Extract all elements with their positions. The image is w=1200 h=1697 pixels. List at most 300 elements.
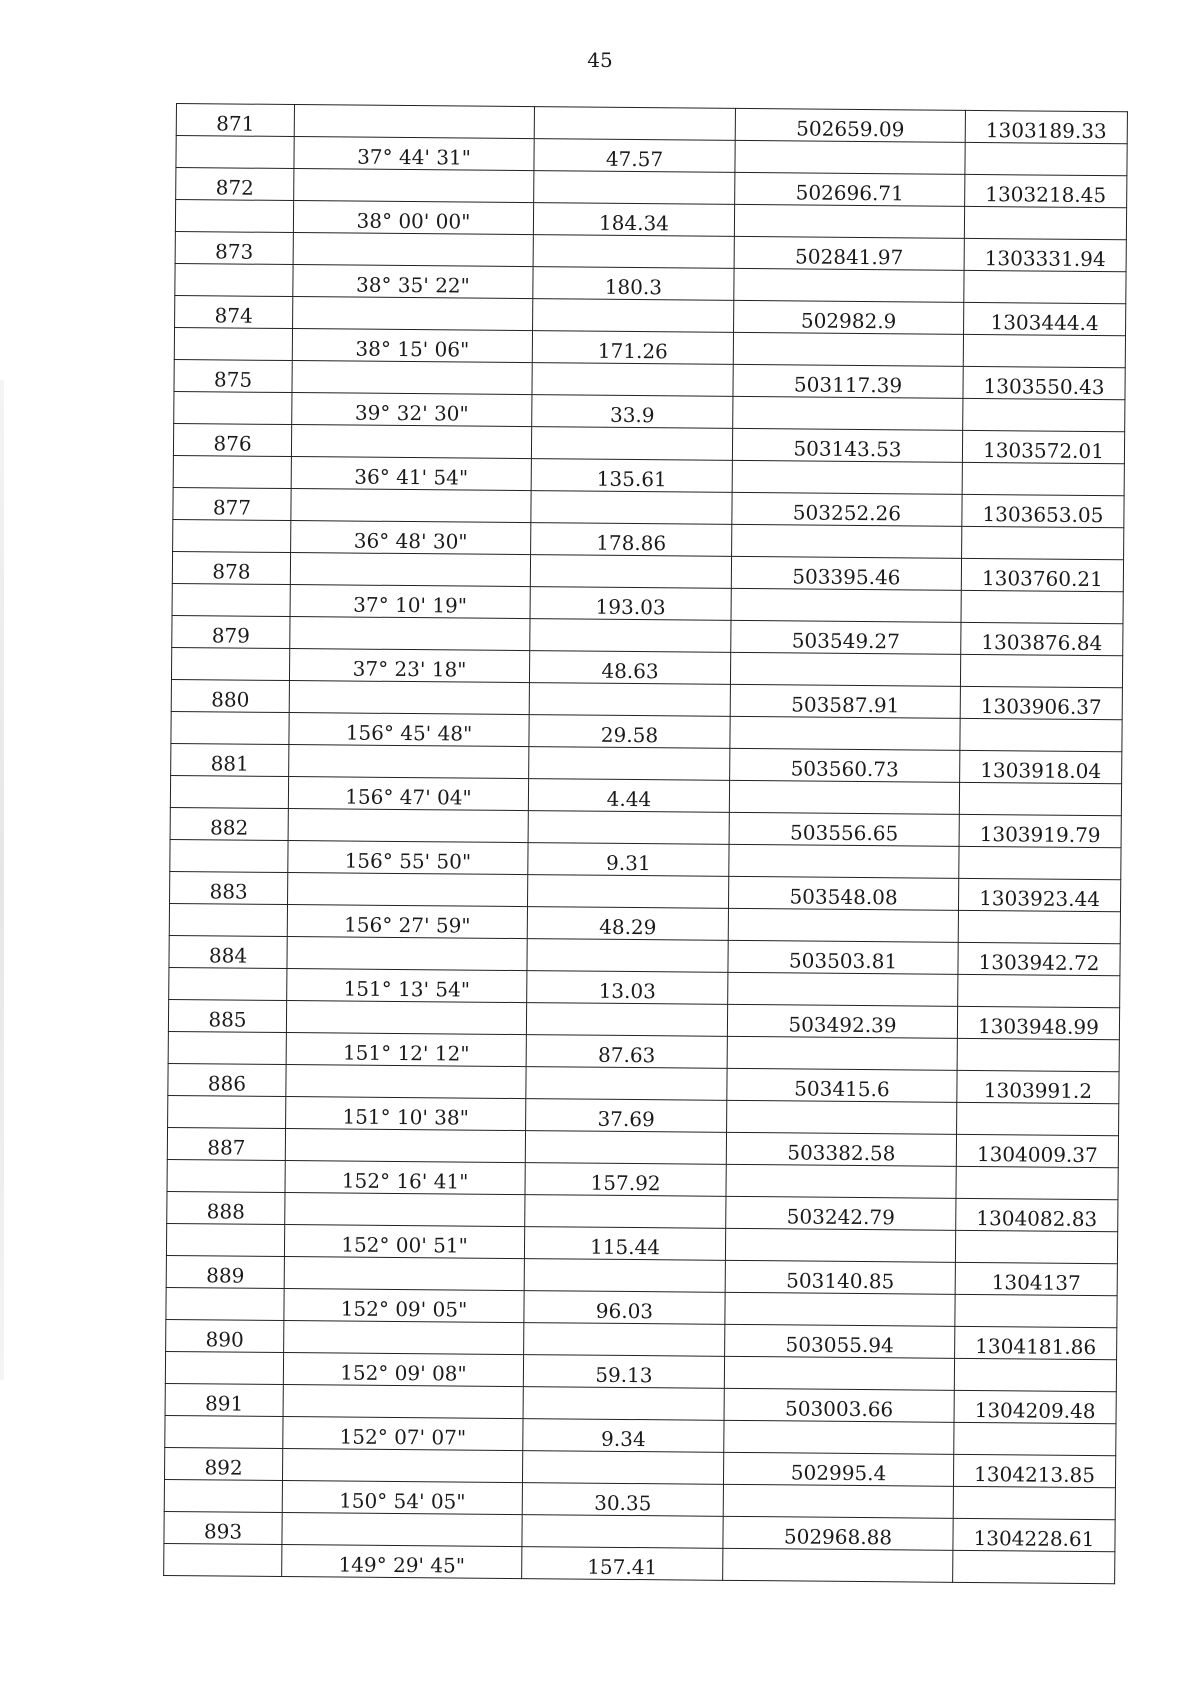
x-coordinate-cell-text: 503117.39 [793, 372, 903, 398]
empty-cell [168, 1031, 286, 1064]
x-coordinate-cell [725, 1260, 955, 1294]
y-coordinate-cell [956, 1198, 1118, 1231]
empty-cell [725, 1228, 955, 1262]
y-coordinate-cell [961, 558, 1123, 591]
empty-cell [282, 1512, 522, 1546]
x-coordinate-cell-text: 502696.71 [795, 180, 904, 206]
empty-cell [730, 652, 960, 686]
distance-cell [532, 331, 733, 365]
y-coordinate-cell [962, 494, 1124, 527]
point-id-cell [174, 359, 292, 392]
empty-cell [733, 396, 963, 430]
empty-cell [292, 361, 532, 395]
x-coordinate-cell-text: 503587.91 [791, 692, 900, 718]
empty-cell [730, 716, 960, 750]
bearing-cell-text: 36° 48' 30" [353, 528, 468, 554]
y-coordinate-cell-text: 1303444.4 [990, 310, 1099, 336]
empty-cell [727, 1036, 957, 1070]
empty-cell [285, 1192, 525, 1226]
bearing-cell [289, 713, 529, 747]
empty-cell [728, 972, 958, 1006]
y-coordinate-cell [954, 1390, 1116, 1423]
empty-cell [957, 1038, 1119, 1071]
distance-cell-text: 157.92 [590, 1170, 661, 1196]
y-coordinate-cell-text: 1304181.86 [975, 1334, 1097, 1360]
bearing-cell-text: 151° 12' 12" [342, 1040, 470, 1066]
x-coordinate-cell [727, 1004, 957, 1038]
point-id-cell [175, 231, 293, 264]
x-coordinate-cell-text: 503055.94 [785, 1332, 894, 1358]
bearing-cell [289, 649, 529, 683]
empty-cell [528, 875, 729, 909]
empty-cell [170, 839, 288, 872]
empty-cell [289, 681, 529, 715]
bearing-cell-text: 37° 23' 18" [352, 656, 467, 682]
y-coordinate-cell-text: 1303189.33 [985, 118, 1107, 144]
distance-cell [526, 1099, 727, 1133]
x-coordinate-cell [728, 876, 958, 910]
point-id-cell [168, 999, 286, 1032]
empty-cell [953, 1550, 1115, 1583]
distance-cell-text: 96.03 [595, 1298, 654, 1324]
y-coordinate-cell-text: 1303923.44 [979, 886, 1101, 912]
bearing-cell [293, 201, 533, 235]
empty-cell [531, 491, 732, 525]
distance-cell-text: 178.86 [596, 530, 667, 556]
point-id-cell [175, 295, 293, 328]
empty-cell [964, 206, 1126, 239]
page-number: 45 [587, 48, 613, 72]
distance-cell-text: 115.44 [589, 1234, 661, 1260]
x-coordinate-cell [729, 812, 959, 846]
point-id-cell-text: 875 [213, 367, 253, 392]
y-coordinate-cell [962, 430, 1124, 463]
distance-cell [526, 1035, 727, 1069]
distance-cell-text: 33.9 [609, 402, 655, 428]
distance-cell [527, 907, 728, 941]
distance-cell [532, 395, 733, 429]
survey-table-container [163, 103, 1127, 1584]
distance-cell [528, 779, 729, 813]
point-id-cell [164, 1511, 282, 1544]
survey-table-body [164, 104, 1128, 1584]
bearing-cell [288, 777, 528, 811]
point-id-cell-text: 885 [208, 1007, 247, 1032]
empty-cell [291, 489, 531, 523]
y-coordinate-cell [965, 174, 1127, 207]
bearing-cell [291, 521, 531, 555]
empty-cell [288, 809, 528, 843]
distance-cell-text: 184.34 [598, 210, 670, 236]
x-coordinate-cell-text: 502841.97 [795, 244, 904, 270]
y-coordinate-cell [959, 814, 1121, 847]
point-id-cell-text: 886 [207, 1071, 247, 1096]
empty-cell [528, 811, 729, 845]
y-coordinate-cell [958, 942, 1120, 975]
bearing-cell-text: 38° 00' 00" [356, 208, 471, 234]
y-coordinate-cell-text: 1303919.79 [979, 822, 1101, 848]
point-id-cell [170, 871, 288, 904]
point-id-cell [171, 743, 289, 776]
bearing-cell [292, 329, 532, 363]
point-id-cell-text: 871 [216, 111, 255, 136]
empty-cell [165, 1351, 283, 1384]
distance-cell-text: 37.69 [597, 1106, 655, 1132]
distance-cell-text: 48.63 [601, 658, 659, 684]
empty-cell [958, 974, 1120, 1007]
point-id-cell-text: 890 [205, 1327, 244, 1352]
y-coordinate-cell-text: 1303653.05 [982, 502, 1104, 528]
point-id-cell [166, 1319, 284, 1352]
y-coordinate-cell-text: 1303760.21 [981, 566, 1103, 592]
bearing-cell [284, 1224, 524, 1258]
x-coordinate-cell-text: 503003.66 [784, 1396, 894, 1422]
y-coordinate-cell [958, 878, 1120, 911]
point-id-cell [176, 104, 294, 137]
point-id-cell [165, 1383, 283, 1416]
empty-cell [723, 1484, 953, 1518]
empty-cell [168, 1095, 286, 1128]
empty-cell [732, 460, 962, 494]
bearing-cell [292, 393, 532, 427]
point-id-cell-text: 873 [215, 239, 254, 264]
x-coordinate-cell [723, 1516, 953, 1550]
distance-cell-text: 30.35 [594, 1490, 652, 1516]
distance-cell-text: 47.57 [605, 146, 664, 172]
empty-cell [170, 775, 288, 808]
distance-cell-text: 87.63 [597, 1042, 656, 1068]
empty-cell [285, 1128, 525, 1162]
bearing-cell [282, 1480, 522, 1514]
empty-cell [525, 1131, 726, 1165]
distance-cell [524, 1291, 725, 1325]
y-coordinate-cell [955, 1262, 1117, 1295]
x-coordinate-cell-text: 503382.58 [787, 1140, 896, 1166]
bearing-cell [287, 905, 527, 939]
y-coordinate-cell-text: 1303331.94 [984, 246, 1106, 272]
x-coordinate-cell [727, 1068, 957, 1102]
bearing-cell-text: 36° 41' 54" [354, 464, 469, 490]
empty-cell [173, 519, 291, 552]
empty-cell [959, 846, 1121, 879]
empty-cell [293, 233, 533, 267]
empty-cell [959, 782, 1121, 815]
empty-cell [728, 908, 958, 942]
empty-cell [524, 1259, 725, 1293]
distance-cell-text: 193.03 [595, 594, 666, 620]
x-coordinate-cell-text: 503415.6 [794, 1076, 890, 1102]
distance-cell [528, 843, 729, 877]
bearing-cell [286, 1032, 526, 1066]
x-coordinate-cell-text: 502968.88 [783, 1524, 893, 1550]
x-coordinate-cell [734, 300, 964, 334]
empty-cell [284, 1256, 524, 1290]
point-id-cell [173, 423, 291, 456]
x-coordinate-cell-text: 503503.81 [788, 948, 898, 974]
empty-cell [174, 327, 292, 360]
survey-coordinates-table [163, 103, 1128, 1584]
empty-cell [729, 780, 959, 814]
empty-cell [290, 553, 530, 587]
empty-cell [293, 297, 533, 331]
y-coordinate-cell [965, 110, 1127, 143]
empty-cell [173, 455, 291, 488]
empty-cell [294, 169, 534, 203]
y-coordinate-cell [960, 750, 1122, 783]
point-id-cell-text: 883 [209, 879, 248, 904]
empty-cell [525, 1195, 726, 1229]
x-coordinate-cell [730, 684, 960, 718]
y-coordinate-cell [957, 1070, 1119, 1103]
empty-cell [735, 140, 965, 174]
x-coordinate-cell [732, 428, 962, 462]
x-coordinate-cell [734, 236, 964, 270]
x-coordinate-cell [735, 108, 965, 142]
empty-cell [534, 171, 735, 205]
bearing-cell-text: 151° 13' 54" [343, 976, 471, 1002]
y-coordinate-cell [953, 1454, 1115, 1487]
x-coordinate-cell [732, 492, 962, 526]
x-coordinate-cell [726, 1132, 956, 1166]
distance-cell [522, 1547, 723, 1581]
bearing-cell [283, 1352, 523, 1386]
distance-cell-text: 9.31 [606, 850, 651, 876]
bearing-cell [284, 1288, 524, 1322]
empty-cell [732, 524, 962, 558]
empty-cell [176, 136, 294, 169]
empty-cell [174, 391, 292, 424]
empty-cell [965, 142, 1127, 175]
x-coordinate-cell [731, 620, 961, 654]
bearing-cell-text: 156° 45' 48" [345, 720, 473, 746]
empty-cell [957, 1102, 1119, 1135]
x-coordinate-cell [730, 748, 960, 782]
bearing-cell-text: 156° 27' 59" [343, 912, 471, 938]
bearing-cell [291, 457, 531, 491]
point-id-cell-text: 872 [215, 175, 254, 200]
empty-cell [529, 747, 730, 781]
empty-cell [172, 583, 290, 616]
point-id-cell [167, 1191, 285, 1224]
x-coordinate-cell [731, 556, 961, 590]
bearing-cell-text: 150° 54' 05" [338, 1488, 466, 1514]
bearing-cell [294, 137, 534, 171]
y-coordinate-cell [955, 1326, 1117, 1359]
empty-cell [534, 107, 735, 141]
bearing-cell [282, 1544, 522, 1578]
empty-cell [175, 263, 293, 296]
empty-cell [963, 398, 1125, 431]
distance-cell-text: 48.29 [599, 914, 657, 940]
y-coordinate-cell-text: 1303876.84 [981, 630, 1103, 656]
y-coordinate-cell-text: 1303218.45 [985, 182, 1107, 208]
bearing-cell-text: 152° 09' 08" [340, 1360, 467, 1386]
x-coordinate-cell-text: 503556.65 [789, 820, 899, 846]
empty-cell [171, 647, 289, 680]
distance-cell-text: 9.34 [600, 1426, 646, 1452]
point-id-cell-text: 887 [207, 1135, 246, 1160]
y-coordinate-cell [964, 302, 1126, 335]
y-coordinate-cell-text: 1303918.04 [980, 758, 1102, 784]
point-id-cell-text: 882 [209, 815, 249, 840]
y-coordinate-cell [961, 622, 1123, 655]
empty-cell [527, 939, 728, 973]
empty-cell [533, 299, 734, 333]
y-coordinate-cell [964, 238, 1126, 271]
distance-cell [523, 1419, 724, 1453]
empty-cell [167, 1159, 285, 1192]
point-id-cell [173, 487, 291, 520]
empty-cell [166, 1287, 284, 1320]
bearing-cell-text: 39° 32' 30" [354, 400, 469, 426]
bearing-cell-text: 149° 29' 45" [338, 1552, 466, 1578]
empty-cell [530, 555, 731, 589]
empty-cell [723, 1548, 953, 1582]
x-coordinate-cell [726, 1196, 956, 1230]
point-id-cell [167, 1127, 285, 1160]
empty-cell [289, 745, 529, 779]
empty-cell [282, 1448, 522, 1482]
empty-cell [724, 1420, 954, 1454]
point-id-cell-text: 888 [206, 1199, 246, 1224]
y-coordinate-cell-text: 1304213.85 [974, 1462, 1096, 1488]
empty-cell [526, 1067, 727, 1101]
scan-edge-shadow [0, 380, 4, 1380]
point-id-cell-text: 879 [211, 623, 251, 648]
x-coordinate-cell-text: 503560.73 [790, 756, 899, 782]
bearing-cell-text: 37° 44' 31" [357, 144, 472, 170]
bearing-cell [288, 841, 528, 875]
empty-cell [963, 334, 1125, 367]
bearing-cell [290, 585, 530, 619]
point-id-cell-text: 877 [212, 495, 252, 520]
x-coordinate-cell-text: 503143.53 [793, 436, 902, 462]
y-coordinate-cell [956, 1134, 1118, 1167]
y-coordinate-cell-text: 1304228.61 [973, 1526, 1095, 1552]
distance-cell-text: 13.03 [598, 978, 656, 1004]
empty-cell [294, 105, 534, 139]
empty-cell [961, 590, 1123, 623]
point-id-cell-text: 881 [210, 751, 249, 776]
distance-cell-text: 29.58 [600, 722, 659, 748]
empty-cell [726, 1164, 956, 1198]
empty-cell [960, 654, 1122, 687]
empty-cell [727, 1100, 957, 1134]
point-id-cell-text: 880 [211, 687, 250, 712]
bearing-cell-text: 38° 35' 22" [355, 272, 470, 298]
empty-cell [530, 619, 731, 653]
y-coordinate-cell-text: 1304137 [991, 1270, 1081, 1295]
y-coordinate-cell-text: 1303906.37 [980, 694, 1102, 720]
y-coordinate-cell-text: 1303991.2 [983, 1078, 1093, 1104]
point-id-cell-text: 874 [214, 303, 253, 328]
point-id-cell-text: 884 [208, 943, 248, 968]
point-id-cell [172, 615, 290, 648]
empty-cell [165, 1415, 283, 1448]
distance-cell [534, 139, 735, 173]
y-coordinate-cell-text: 1303572.01 [982, 438, 1105, 464]
empty-cell [956, 1166, 1118, 1199]
bearing-cell [285, 1160, 525, 1194]
point-id-cell [164, 1447, 282, 1480]
empty-cell [531, 427, 732, 461]
y-coordinate-cell [963, 366, 1125, 399]
bearing-cell [286, 1096, 526, 1130]
distance-cell [529, 651, 730, 685]
point-id-cell [176, 168, 294, 201]
distance-cell-text: 4.44 [606, 786, 652, 812]
distance-cell [531, 459, 732, 493]
x-coordinate-cell [724, 1388, 954, 1422]
distance-cell-text: 157.41 [587, 1554, 658, 1580]
x-coordinate-cell [723, 1452, 953, 1486]
distance-cell [523, 1355, 724, 1389]
y-coordinate-cell [953, 1518, 1115, 1551]
empty-cell [175, 200, 293, 233]
empty-cell [954, 1358, 1116, 1391]
point-id-cell [166, 1255, 284, 1288]
bearing-cell-text: 152° 16' 41" [341, 1168, 469, 1194]
y-coordinate-cell-text: 1303550.43 [983, 374, 1105, 400]
bearing-cell [293, 265, 533, 299]
empty-cell [955, 1230, 1117, 1263]
empty-cell [290, 617, 530, 651]
bearing-cell-text: 152° 00' 51" [341, 1232, 468, 1258]
x-coordinate-cell [728, 940, 958, 974]
distance-cell-text: 59.13 [595, 1362, 653, 1388]
empty-cell [524, 1323, 725, 1357]
bearing-cell-text: 156° 47' 04" [345, 784, 472, 810]
empty-cell [529, 683, 730, 717]
point-id-cell [169, 935, 287, 968]
y-coordinate-cell-text: 1304009.37 [976, 1142, 1098, 1168]
bearing-cell-text: 38° 15' 06" [355, 336, 470, 362]
empty-cell [169, 903, 287, 936]
point-id-cell-text: 892 [204, 1455, 243, 1480]
x-coordinate-cell-text: 503252.26 [792, 500, 902, 526]
point-id-cell [168, 1063, 286, 1096]
distance-cell-text: 135.61 [596, 466, 667, 492]
empty-cell [522, 1515, 723, 1549]
empty-cell [291, 425, 531, 459]
empty-cell [733, 332, 963, 366]
empty-cell [955, 1294, 1117, 1327]
point-id-cell-text: 891 [204, 1391, 244, 1416]
x-coordinate-cell-text: 503395.46 [792, 564, 901, 590]
empty-cell [962, 526, 1124, 559]
empty-cell [958, 910, 1120, 943]
x-coordinate-cell [733, 364, 963, 398]
distance-cell [533, 203, 734, 237]
distance-cell-text: 180.3 [604, 274, 663, 300]
bearing-cell-text: 37° 10' 19" [353, 592, 468, 618]
empty-cell [725, 1292, 955, 1326]
point-id-cell [171, 679, 289, 712]
empty-cell [523, 1387, 724, 1421]
point-id-cell [170, 807, 288, 840]
empty-cell [286, 1064, 526, 1098]
bearing-cell-text: 152° 07' 07" [339, 1424, 467, 1450]
distance-cell-text: 171.26 [597, 338, 668, 364]
x-coordinate-cell [725, 1324, 955, 1358]
distance-cell [529, 715, 730, 749]
bearing-cell-text: 151° 10' 38" [342, 1104, 469, 1130]
distance-cell [522, 1483, 723, 1517]
empty-cell [288, 873, 528, 907]
empty-cell [169, 967, 287, 1000]
empty-cell [953, 1486, 1115, 1519]
x-coordinate-cell-text: 503242.79 [786, 1204, 895, 1230]
